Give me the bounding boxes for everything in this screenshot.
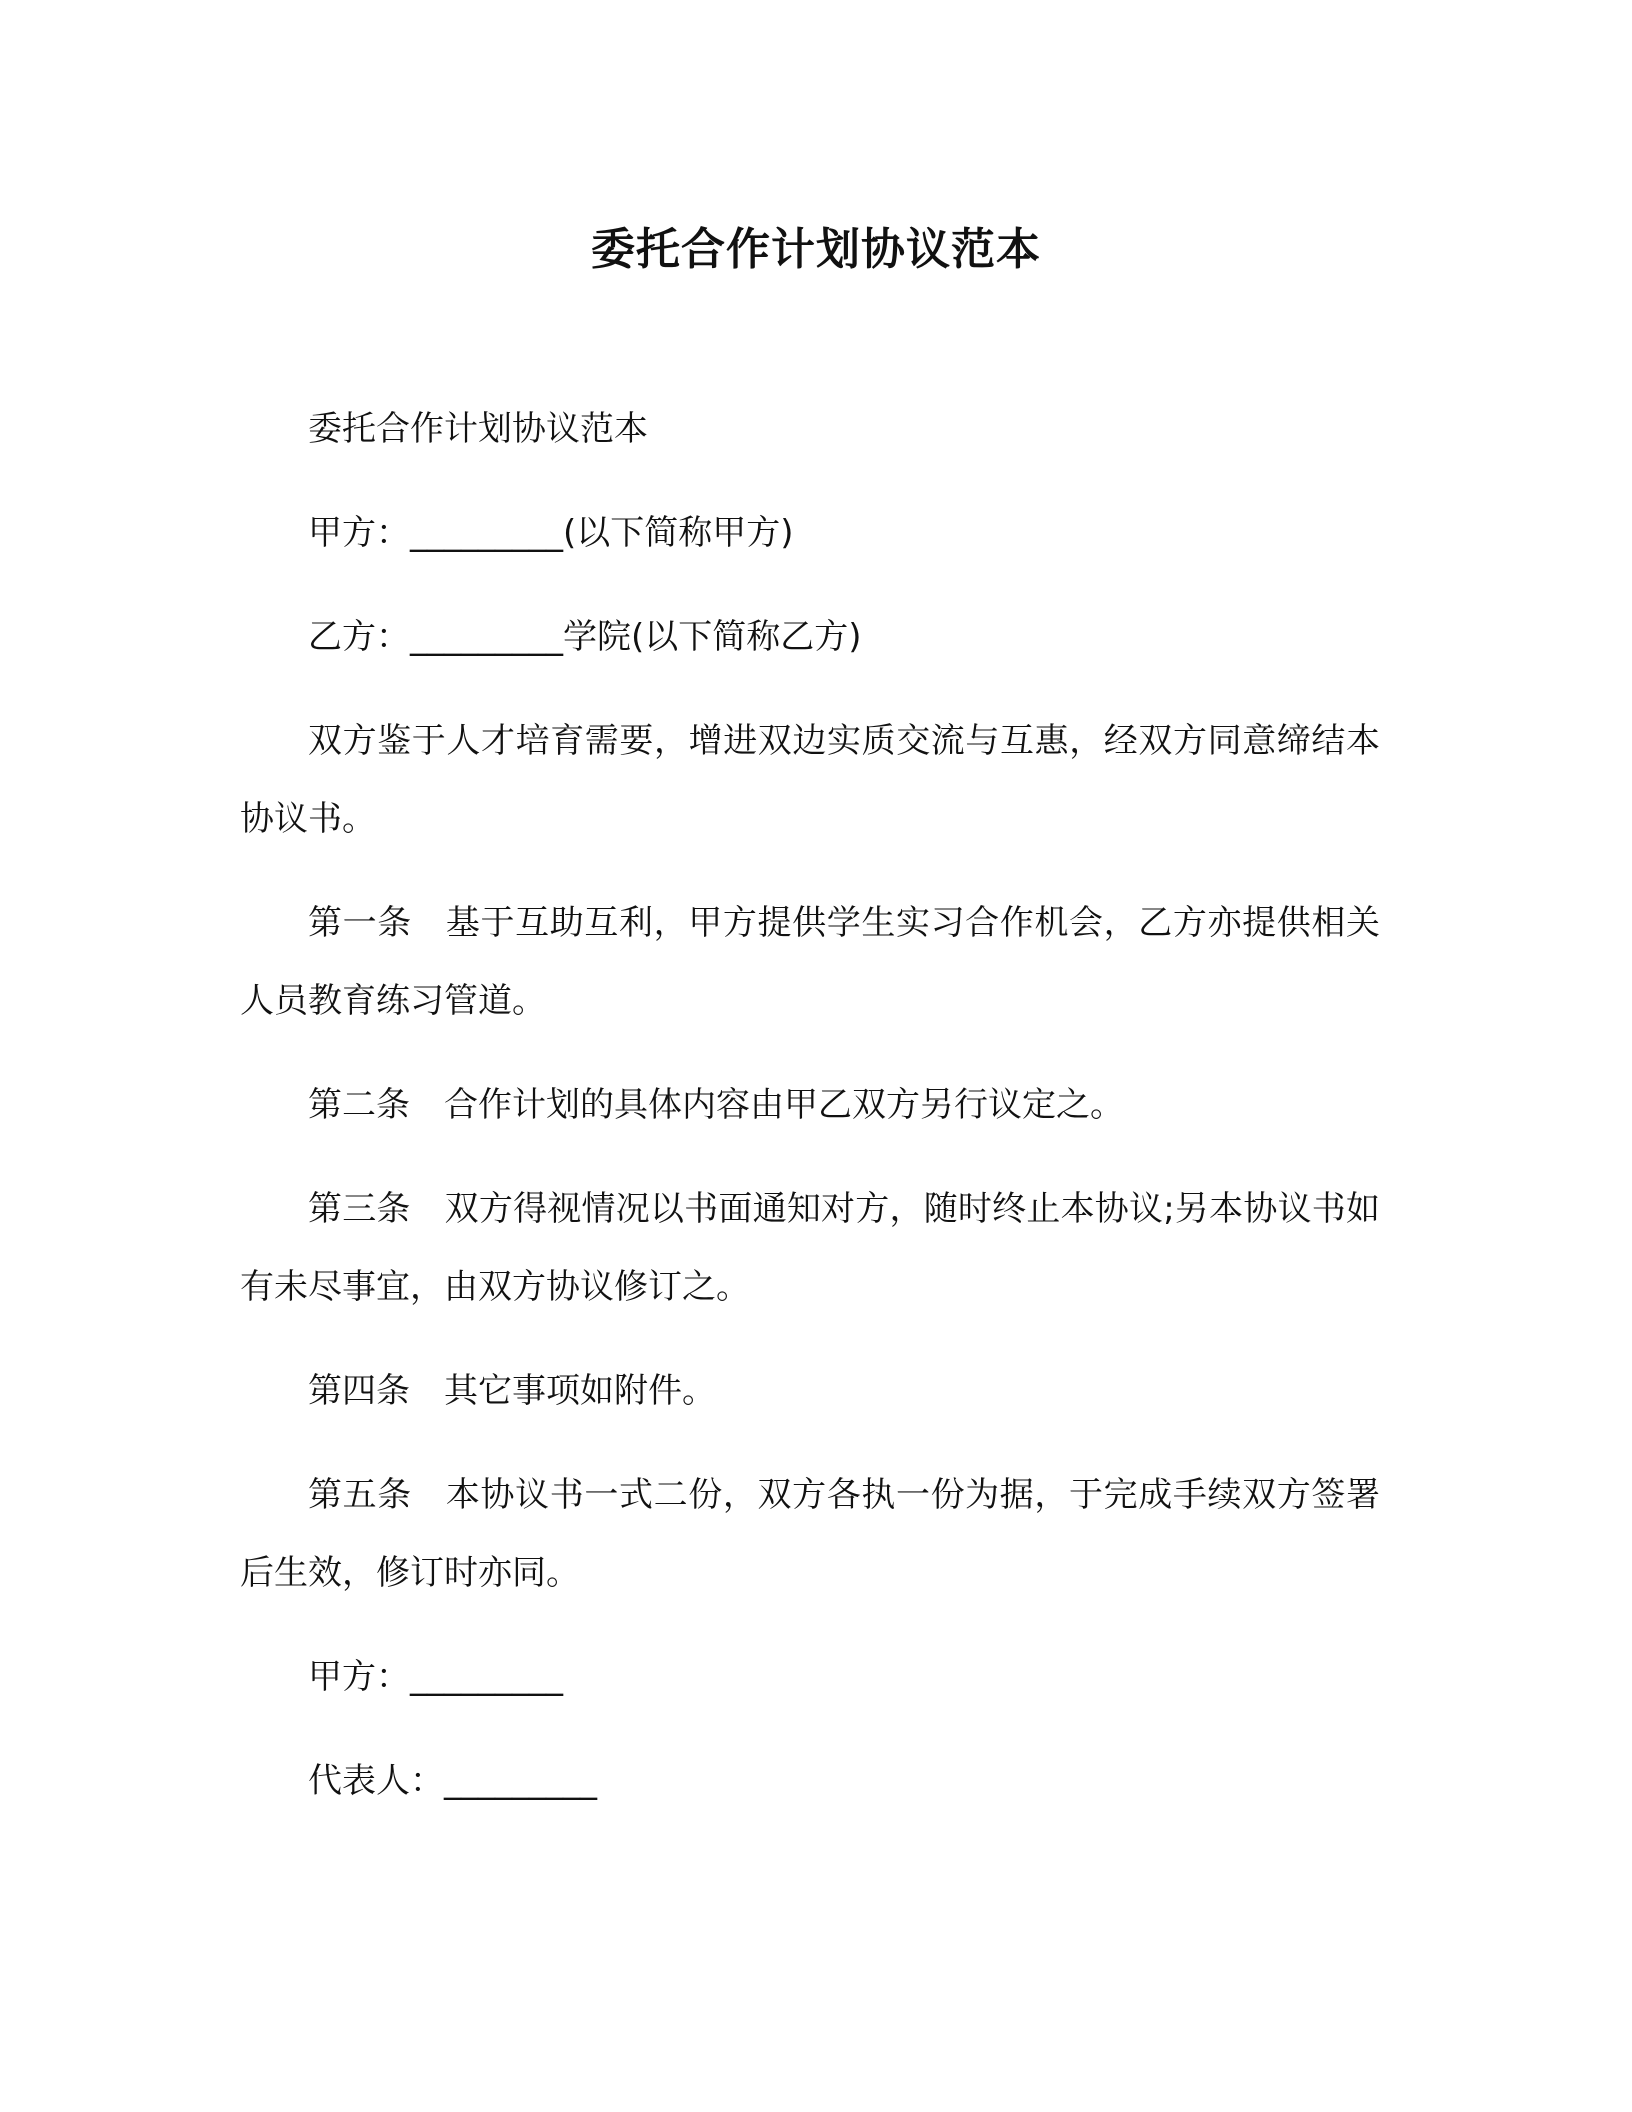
article-text: 基于互助互利，甲方提供学生实习合作机会，乙方亦提供相关人员教育练习管道。 bbox=[240, 903, 1381, 1021]
article-text: 合作计划的具体内容由甲乙双方另行议定之。 bbox=[444, 1085, 1124, 1125]
signature-representative bbox=[240, 1742, 1380, 1820]
article-label: 第二条 bbox=[308, 1085, 410, 1125]
paragraph-text: 代表人：_________ bbox=[308, 1761, 597, 1801]
article-label: 第一条 bbox=[308, 903, 412, 943]
article-text: 其它事项如附件。 bbox=[444, 1371, 716, 1411]
party-a-line bbox=[240, 494, 1380, 572]
document-title: 委托合作计划协议范本 bbox=[591, 224, 1041, 275]
party-b-line bbox=[240, 598, 1380, 676]
article-label: 第四条 bbox=[308, 1371, 410, 1411]
signature-party-a bbox=[240, 1638, 1380, 1716]
paragraph-text: 双方鉴于人才培育需要，增进双边实质交流与互惠，经双方同意缔结本协议书。 bbox=[240, 721, 1380, 839]
article-label: 第三条 bbox=[308, 1189, 411, 1229]
article-label: 第五条 bbox=[308, 1475, 412, 1515]
paragraph-text: 乙方：_________学院(以下简称乙方) bbox=[308, 617, 862, 657]
paragraph-text: 甲方：_________ bbox=[308, 1657, 563, 1697]
article-1 bbox=[240, 884, 1380, 1040]
paragraph-text: 委托合作计划协议范本 bbox=[308, 409, 648, 449]
article-text: 双方得视情况以书面通知对方，随时终止本协议;另本协议书如有未尽事宜，由双方协议修订之。 bbox=[240, 1189, 1381, 1307]
document-body bbox=[240, 390, 1380, 1846]
article-5 bbox=[240, 1456, 1380, 1612]
article-3 bbox=[240, 1170, 1380, 1326]
article-4 bbox=[240, 1352, 1380, 1430]
subtitle-paragraph bbox=[240, 390, 1380, 468]
paragraph-text: 甲方：_________(以下简称甲方) bbox=[308, 513, 794, 553]
article-2 bbox=[240, 1066, 1380, 1144]
article-text: 本协议书一式二份，双方各执一份为据，于完成手续双方签署后生效，修订时亦同。 bbox=[240, 1475, 1381, 1593]
preamble-paragraph bbox=[240, 702, 1380, 858]
